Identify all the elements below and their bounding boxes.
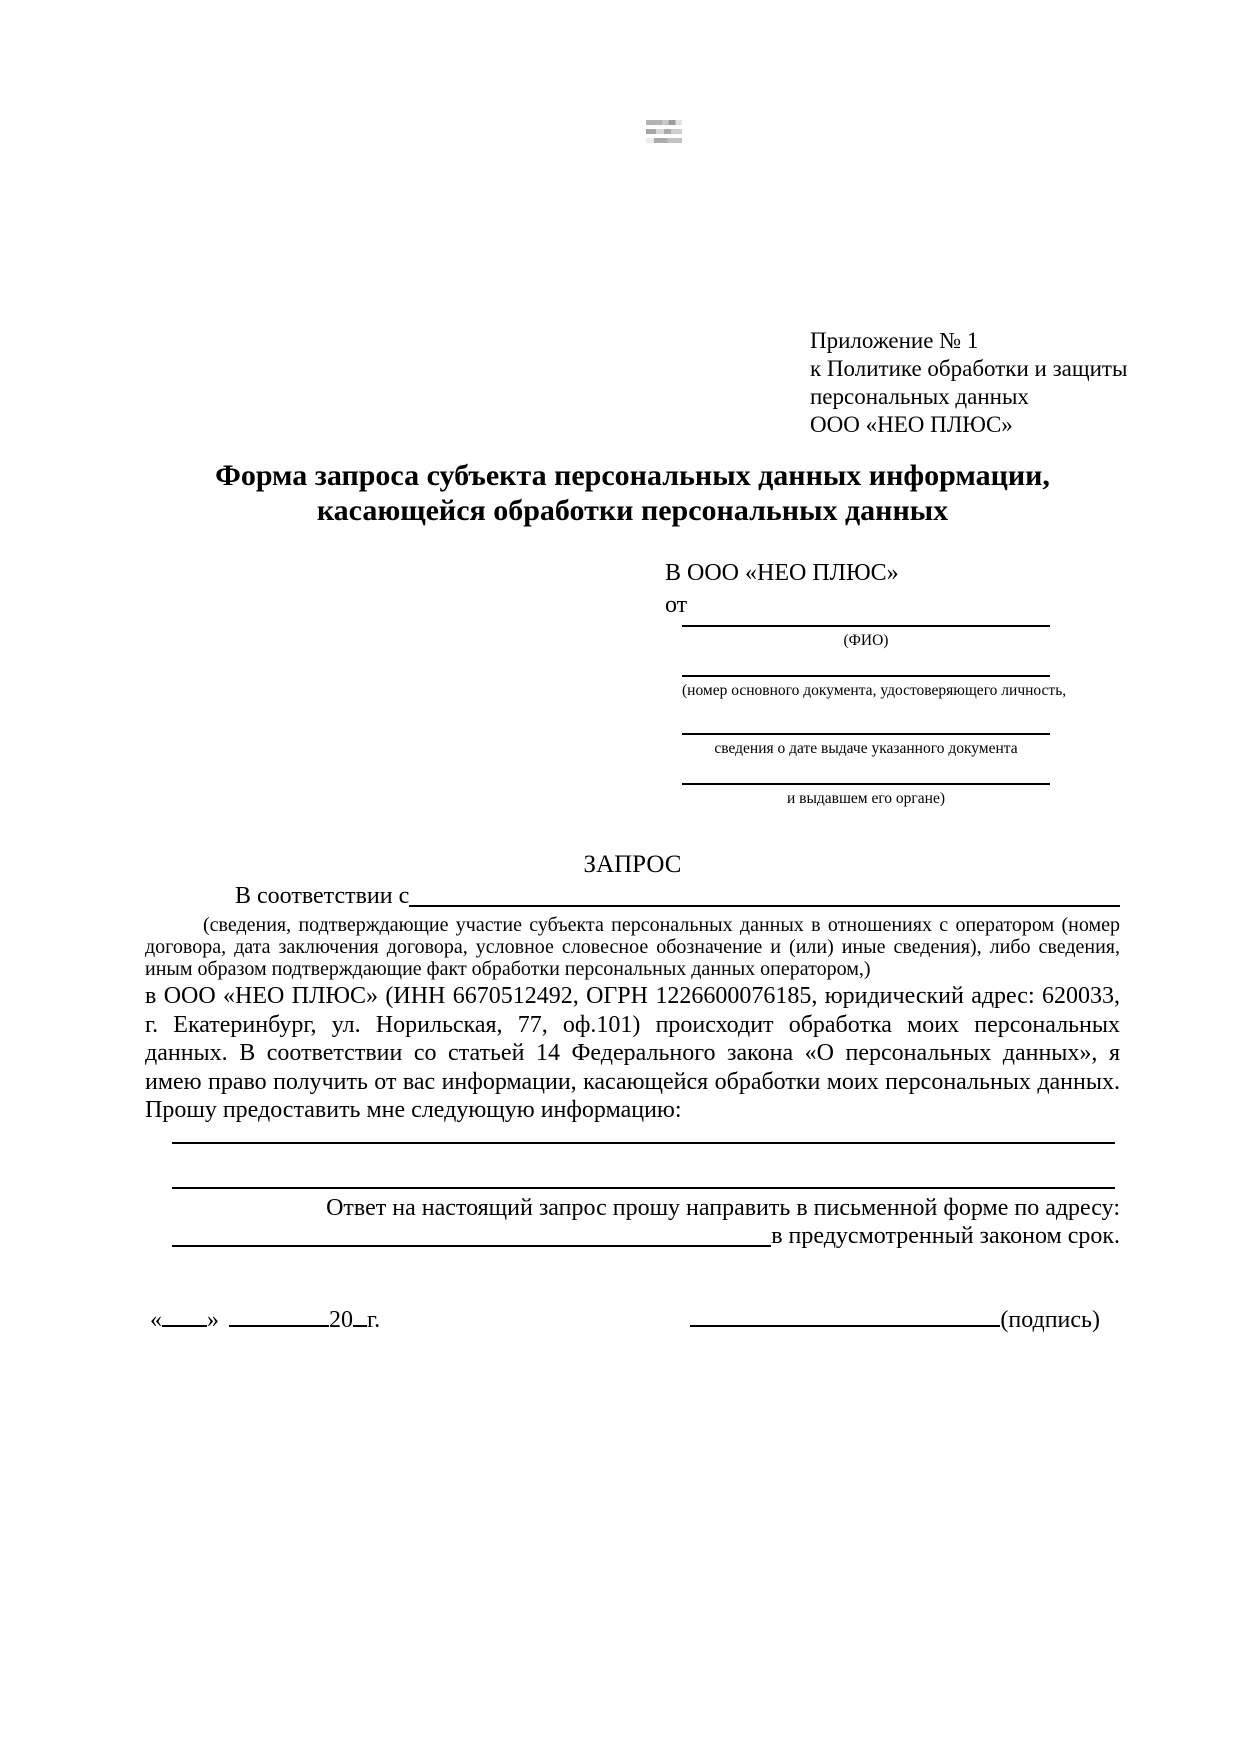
appendix-line-2: к Политике обработки и защиты (810, 356, 1128, 381)
fio-caption: (ФИО) (843, 632, 889, 649)
info-blank-line-1 (172, 1142, 1115, 1144)
doc-number-blank-line (682, 675, 1050, 677)
appendix-header (810, 327, 1127, 439)
signature-block (690, 1306, 1100, 1335)
appendix-line-1: Приложение № 1 (810, 328, 979, 353)
date-day-blank (162, 1321, 207, 1327)
footnote-text: (сведения, подтверждающие участие субъекта персональных данных в отношениях с оператором (номер договора, дата заключения договора, условное словесное обозначение и (или) иные сведения), либо сведения, иным образом подтверждающие факт обработки персональных данных оператором,) (145, 914, 1120, 980)
appendix-line-4: ООО «НЕО ПЛЮС» (810, 412, 1013, 437)
answer-deadline-text: в предусмотренный законом срок. (771, 1223, 1120, 1249)
info-blank-line-2 (172, 1187, 1115, 1189)
date-block (150, 1306, 380, 1335)
date-and-signature-row (150, 1306, 1100, 1335)
date-year-prefix: 20 (329, 1307, 353, 1333)
signature-blank-line (690, 1321, 1000, 1327)
form-title-line-1: Форма запроса субъекта персональных данных информации, (215, 459, 1050, 492)
date-quote-open: « (150, 1307, 162, 1333)
intro-line (145, 882, 1120, 911)
request-heading: ЗАПРОС (583, 851, 682, 878)
form-title-line-2: касающейся обработки персональных данных (316, 494, 949, 527)
date-year-suffix: г. (367, 1307, 381, 1333)
doc-number-caption: (номер основного документа, удостоверяющего личность, (682, 682, 1067, 699)
date-quote-close: » (207, 1307, 219, 1333)
fio-blank-line (682, 625, 1050, 627)
appendix-line-3: персональных данных (810, 384, 1029, 409)
doc-issuer-blank-line (682, 783, 1050, 785)
answer-delivery-text: Ответ на настоящий запрос прошу направить в письменной форме по адресу: (326, 1195, 1120, 1221)
answer-address-line (172, 1222, 1120, 1251)
date-year-blank (353, 1321, 367, 1327)
address-blank-line (172, 1222, 771, 1247)
basis-blank-line (409, 882, 1120, 907)
doc-date-blank-line (682, 733, 1050, 735)
doc-issuer-caption: и выдавшем его органе) (786, 790, 946, 807)
document-thumbnail-icon (646, 120, 682, 144)
request-body-text: в ООО «НЕО ПЛЮС» (ИНН 6670512492, ОГРН 1226600076185, юридический адрес: 620033, г. Екатеринбург, ул. Норильская, 77, оф.101) происходит обработка моих персональных данных. В соответствии со статьей 14 Федерального закона «О персональных данных», я имею право получить от вас информации, касающейся обработки моих персональных данных. Прошу предоставить мне следующую информацию: (145, 983, 1120, 1123)
doc-date-caption: сведения о дате выдаче указанного документа (714, 740, 1018, 757)
intro-text: В соответствии с (235, 883, 410, 909)
from-label: от (665, 592, 688, 618)
date-month-blank (229, 1321, 329, 1327)
signature-caption: (подпись) (1000, 1307, 1100, 1333)
form-title (145, 458, 1120, 528)
addressee-company: В ООО «НЕО ПЛЮС» (665, 560, 899, 586)
